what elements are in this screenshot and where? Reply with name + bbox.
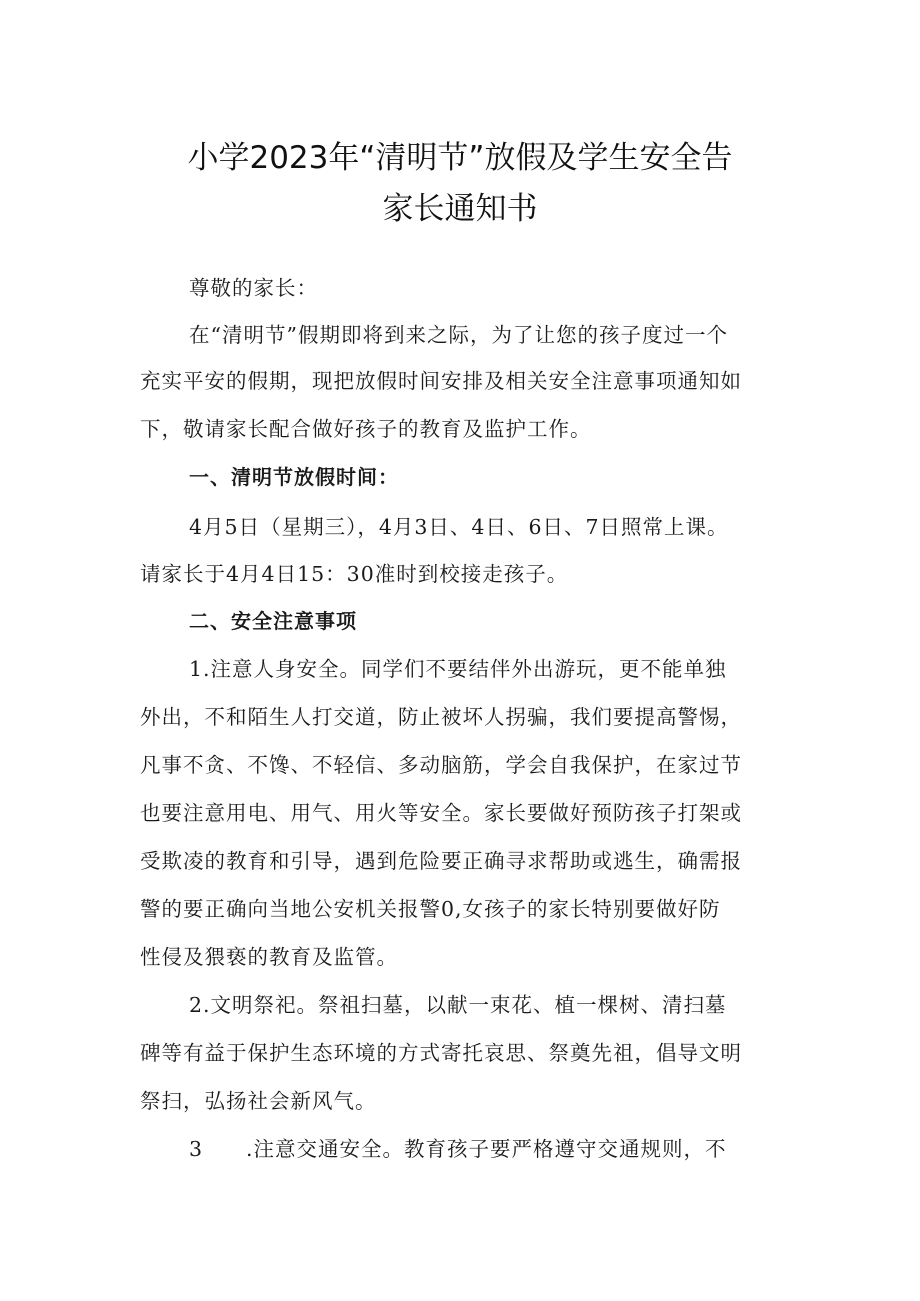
item-1-line-3: 凡事不贪、不馋、不轻信、多动脑筋，学会自我保护，在家过节 [140, 753, 742, 777]
intro-line-2: 充实平安的假期，现把放假时间安排及相关安全注意事项通知如 [140, 369, 742, 393]
item-1-line-5: 受欺凌的教育和引导，遇到危险要正确寻求帮助或逃生，确需报 [140, 849, 742, 873]
item-2-line-3: 祭扫，弘扬社会新风气。 [140, 1089, 377, 1113]
section-1-line-1: 4月5日（星期三），4月3日、4日、6日、7日照常上课。 [189, 515, 729, 539]
item-1-line-4: 也要注意用电、用气、用火等安全。家长要做好预防孩子打架或 [140, 801, 742, 825]
item-1-line-1: 1.注意人身安全。同学们不要结伴外出游玩，更不能单独 [189, 657, 727, 681]
item-1-line-2: 外出，不和陌生人打交道，防止被坏人拐骗，我们要提高警惕， [140, 705, 742, 729]
item-1-line-7: 性侵及猥亵的教育及监管。 [140, 945, 398, 969]
document-title-line-1: 小学2023年“清明节”放假及学生安全告 [187, 140, 733, 176]
item-2-line-1: 2.文明祭祀。祭祖扫墓，以献一束花、植一棵树、清扫墓 [189, 993, 727, 1017]
section-1-heading: 一、清明节放假时间： [189, 465, 399, 489]
item-2-line-2: 碑等有益于保护生态环境的方式寄托哀思、祭奠先祖，倡导文明 [140, 1041, 742, 1065]
item-1-line-6: 警的要正确向当地公安机关报警0,女孩子的家长特别要做好防 [140, 897, 721, 921]
greeting: 尊敬的家长： [189, 276, 318, 300]
intro-line-1: 在“清明节”假期即将到来之际，为了让您的孩子度过一个 [189, 323, 728, 347]
document-title-line-2: 家长通知书 [382, 191, 538, 227]
section-1-line-2: 请家长于4月4日15：30准时到校接走孩子。 [140, 562, 569, 586]
item-3-line-1: 3 .注意交通安全。教育孩子要严格遵守交通规则，不 [189, 1137, 727, 1161]
intro-line-3: 下，敬请家长配合做好孩子的教育及监护工作。 [140, 417, 592, 441]
section-2-heading: 二、安全注意事项 [189, 609, 357, 633]
